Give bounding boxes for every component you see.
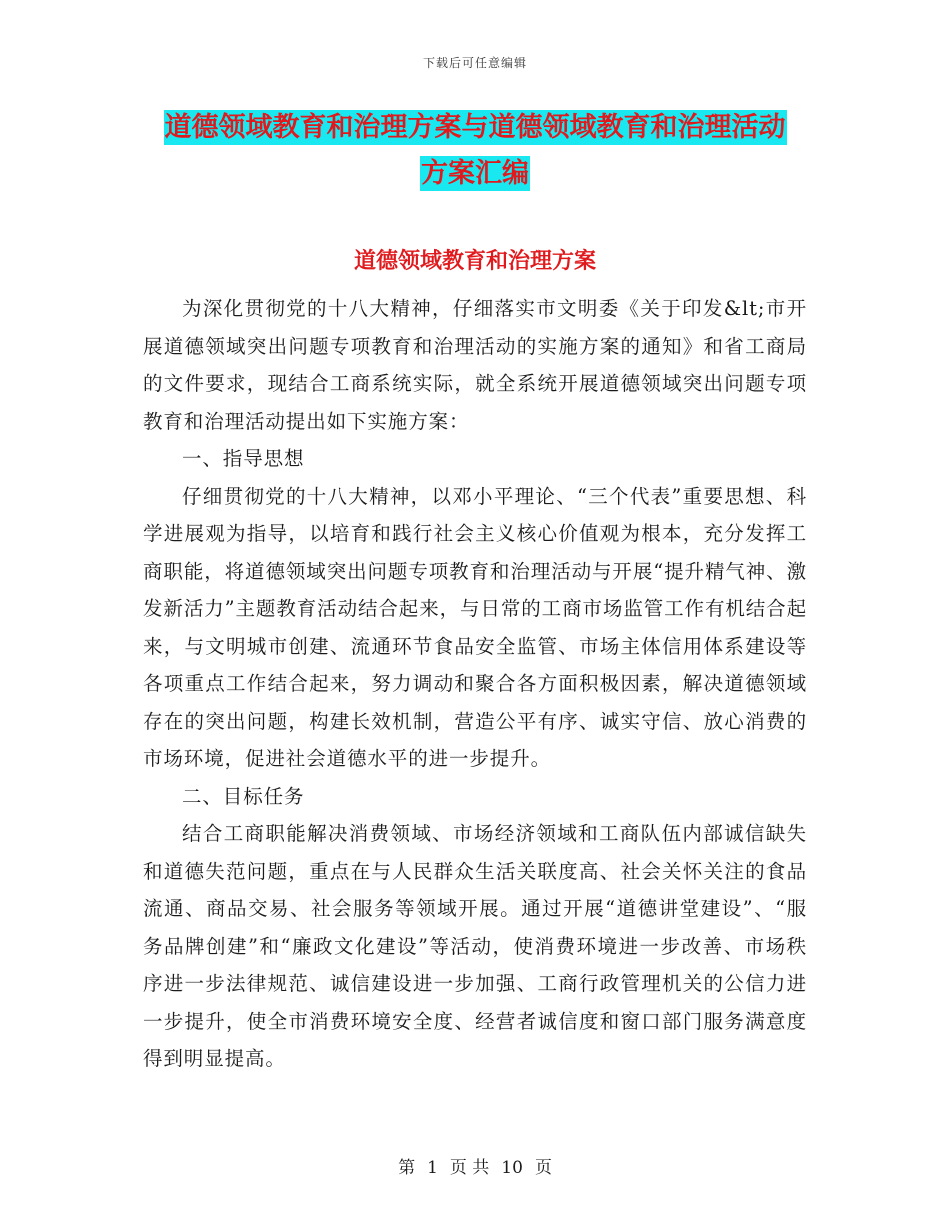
document-title [0,106,950,196]
document-title-line-1-text: 道德领域教育和治理方案与道德领域教育和治理活动 [164,112,786,143]
footer-total-pages: 10 [501,1158,523,1178]
header-note: 下载后可任意编辑 [422,56,527,70]
heading-guiding-ideology: 一、指导思想 [182,447,305,470]
guiding-ideology-paragraph: 仔细贯彻党的十八大精神，以邓小平理论、“三个代表”重要思想、科学进展观为指导，以培育和践行社会主义核心价值观为根本，充分发挥工商职能，将道德领域突出问题专项教育和治理活动与开展“提升精气神、激发新活力”主题教育活动结合起来，与日常的工商市场监管工作有机结合起来，与文明城市创建、流通环节食品安全监管、市场主体信用体系建设等各项重点工作结合起来，努力调动和聚合各方面积极因素，解决道德领域存在的突出问题，构建长效机制，营造公平有序、诚实守信、放心消费的市场环境，促进社会道德水平的进一步提升。 [143,484,807,770]
goals-tasks-paragraph: 结合工商职能解决消费领域、市场经济领域和工商队伍内部诚信缺失和道德失范问题，重点在与人民群众生活关联度高、社会关怀关注的食品流通、商品交易、社会服务等领域开展。通过开展“道德讲堂建设”、“服务品牌创建”和“廉政文化建设”等活动，使消费环境进一步改善、市场秩序进一步法律规范、诚信建设进一步加强、工商行政管理机关的公信力进一步提升，使全市消费环境安全度、经营者诚信度和窗口部门服务满意度得到明显提高。 [143,822,807,1070]
document-title-line-2-text: 方案汇编 [421,158,529,189]
footer-suffix: 页 [534,1158,552,1178]
footer-prefix: 第 [398,1158,416,1178]
footer-middle: 页 共 [449,1158,490,1178]
heading-goals-tasks: 二、目标任务 [182,784,305,808]
section-title: 道德领域教育和治理方案 [353,248,596,274]
footer-page-number: 1 [427,1158,438,1178]
page-footer [0,1153,950,1178]
intro-paragraph: 为深化贯彻党的十八大精神，仔细落实市文明委《关于印发&lt;市开展道德领域突出问题专项教育和治理活动的实施方案的通知》和省工商局的文件要求，现结合工商系统实际，就全系统开展道德领域突出问题专项教育和治理活动提出如下实施方案： [143,297,807,433]
document-body [143,290,807,1078]
document-title-line-1 [0,106,950,150]
document-title-line-2 [0,152,950,196]
